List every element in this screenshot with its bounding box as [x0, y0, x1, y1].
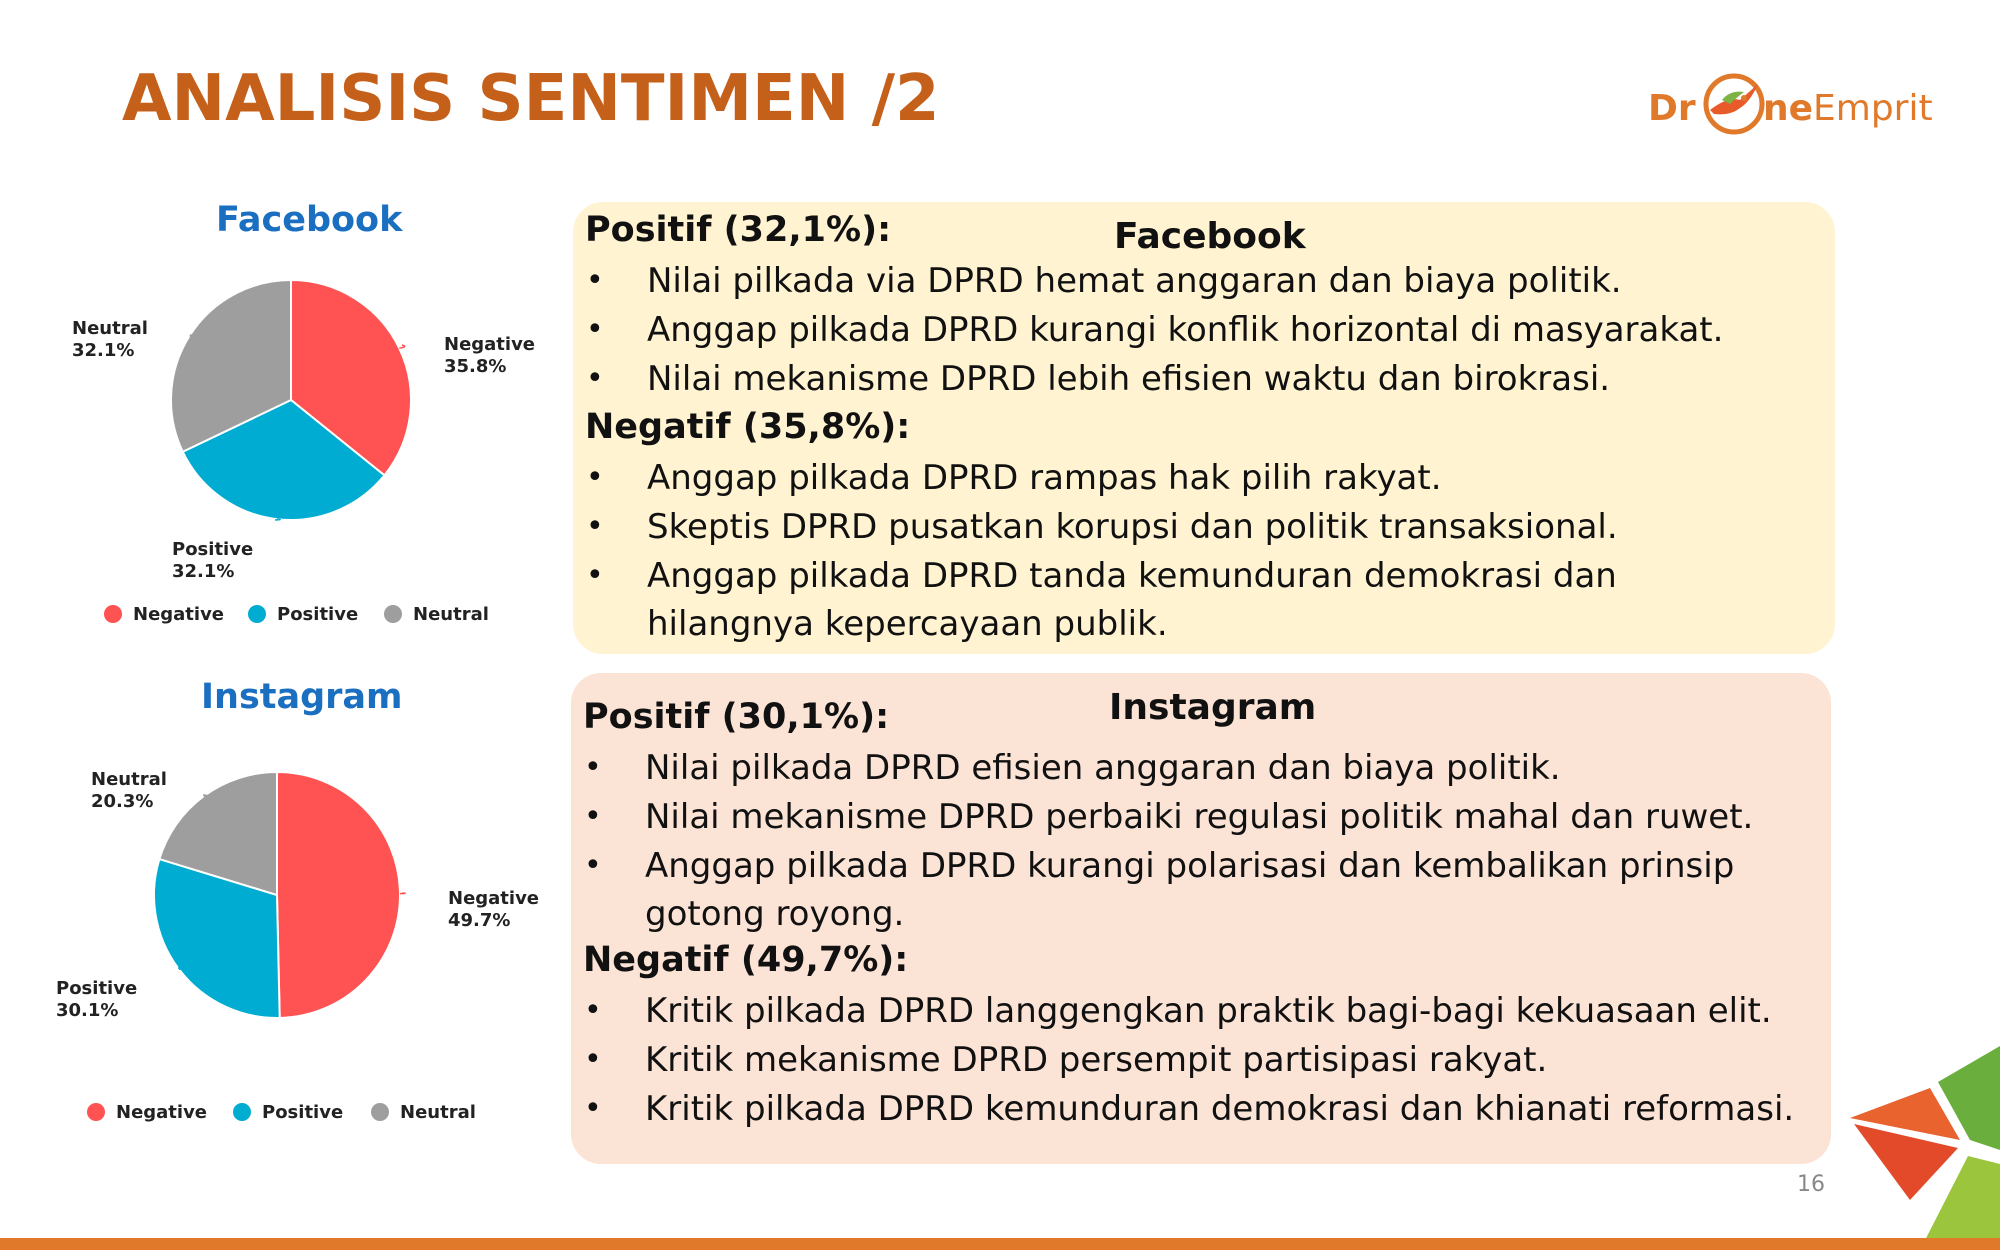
instagram-positive-list	[583, 744, 1763, 939]
logo-text-ne: ne	[1763, 88, 1814, 129]
list-item: • Anggap pilkada DPRD kurangi polarisasi dan kembalikan prinsip gotong royong.	[583, 842, 1763, 938]
slide-title: ANALISIS SENTIMEN /2	[122, 62, 940, 136]
legend-label: Positive	[262, 1102, 344, 1123]
facebook-negative-list	[585, 454, 1665, 649]
legend-marker	[87, 1103, 105, 1121]
instagram-chart-title: Instagram	[201, 677, 403, 717]
instagram-negative-list	[583, 987, 1823, 1134]
list-item: • Nilai pilkada via DPRD hemat anggaran dan biaya politik.	[585, 257, 1815, 305]
list-item: • Skeptis DPRD pusatkan korupsi dan politik transaksional.	[585, 503, 1665, 551]
legend-label: Neutral	[413, 604, 489, 625]
instagram-positive-heading: Positif (30,1%):	[583, 697, 890, 737]
legend-label: Positive	[277, 604, 359, 625]
facebook-negative-heading: Negatif (35,8%):	[585, 407, 911, 447]
instagram-sentiment-panel	[571, 673, 1831, 1164]
data-label-value: 49.7%	[448, 910, 511, 931]
legend-marker	[371, 1103, 389, 1121]
instagram-panel-title: Instagram	[1109, 687, 1317, 728]
data-label-value: 30.1%	[56, 1000, 119, 1021]
data-label-value: 32.1%	[172, 561, 235, 582]
legend-label: Negative	[133, 604, 225, 625]
data-label-value: 20.3%	[91, 791, 154, 812]
data-label-name: Negative	[448, 888, 540, 909]
legend-label: Negative	[116, 1102, 208, 1123]
drone-emprit-logo	[1648, 68, 1933, 144]
list-item: • Anggap pilkada DPRD kurangi konflik horizontal di masyarakat.	[585, 306, 1815, 354]
legend-marker	[233, 1103, 251, 1121]
data-label-name: Positive	[56, 978, 138, 999]
facebook-sentiment-panel	[573, 202, 1835, 654]
facebook-positive-heading: Positif (32,1%):	[585, 210, 892, 250]
bottom-accent-bar	[0, 1238, 2000, 1250]
facebook-chart-title: Facebook	[216, 200, 403, 240]
facebook-positive-list	[585, 257, 1815, 404]
pie-slice-negative	[277, 772, 400, 1018]
instagram-pie-chart	[0, 0, 560, 1160]
logo-text-dr: Dr	[1648, 88, 1696, 129]
data-label-name: Neutral	[91, 769, 167, 790]
list-item: • Kritik pilkada DPRD kemunduran demokrasi dan khianati reformasi.	[583, 1085, 1823, 1133]
list-item: • Nilai pilkada DPRD efisien anggaran dan biaya politik.	[583, 744, 1763, 792]
list-item: • Anggap pilkada DPRD tanda kemunduran demokrasi dan hilangnya kepercayaan publik.	[585, 552, 1665, 648]
bird-circle-icon	[1700, 70, 1768, 138]
data-label-value: 32.1%	[72, 340, 135, 361]
corner-decoration-icon	[1840, 1040, 2000, 1250]
instagram-negative-heading: Negatif (49,7%):	[583, 940, 909, 980]
list-item: • Nilai mekanisme DPRD perbaiki regulasi politik mahal dan ruwet.	[583, 793, 1763, 841]
data-label-name: Positive	[172, 539, 254, 560]
facebook-panel-title: Facebook	[1114, 216, 1306, 257]
list-item: • Anggap pilkada DPRD rampas hak pilih rakyat.	[585, 454, 1665, 502]
list-item: • Kritik mekanisme DPRD persempit partisipasi rakyat.	[583, 1036, 1823, 1084]
data-label-name: Neutral	[72, 318, 148, 339]
leader-line	[400, 893, 405, 894]
page-number: 16	[1797, 1172, 1825, 1197]
logo-text-emprit: Emprit	[1813, 88, 1933, 129]
list-item: • Kritik pilkada DPRD langgengkan praktik bagi-bagi kekuasaan elit.	[583, 987, 1823, 1035]
legend-label: Neutral	[400, 1102, 476, 1123]
data-label-value: 35.8%	[444, 356, 507, 377]
data-label-name: Negative	[444, 334, 536, 355]
list-item: • Nilai mekanisme DPRD lebih efisien waktu dan birokrasi.	[585, 355, 1815, 403]
